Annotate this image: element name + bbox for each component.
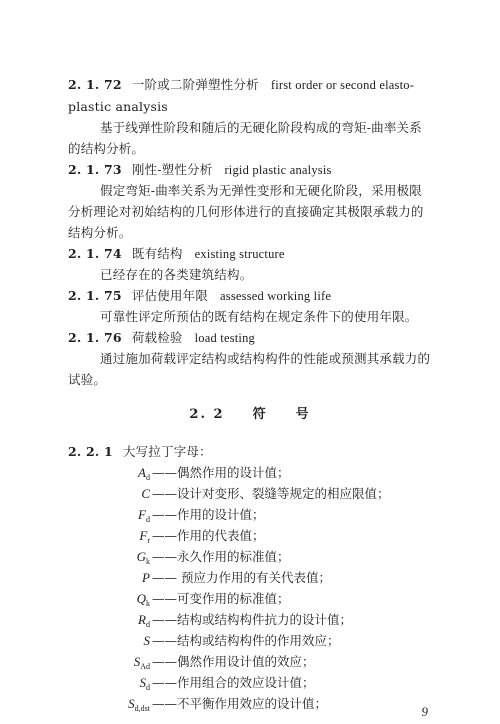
term-text-line: 假定弯矩-曲率关系为无弹性变形和无硬化阶段，采用极限 <box>100 183 422 198</box>
symbol: $R_d$ <box>138 612 150 629</box>
symbol-description: ——可变作用的标准值； <box>152 591 290 606</box>
term-heading: 2. 1. 76 荷载检验 load testing <box>68 330 256 345</box>
symbol: S <box>143 633 150 648</box>
subsection-heading: 2. 2. 1 大写拉丁字母： <box>68 444 212 459</box>
symbol-description: ——偶然作用设计值的效应； <box>152 654 315 669</box>
term-heading: 2. 1. 73 刚性-塑性分析 rigid plastic analysis <box>68 162 332 177</box>
term-text-line: 可靠性评定所预估的既有结构在规定条件下的使用年限。 <box>100 309 418 324</box>
term-text-line: plastic analysis <box>68 99 168 114</box>
symbol-description: —— 预应力作用的有关代表值； <box>152 570 331 585</box>
term-text-line: 试验。 <box>68 372 107 387</box>
symbol: $G_k$ <box>136 549 150 566</box>
symbol-description: ——设计对变形、裂缝等规定的相应限值； <box>152 486 390 501</box>
term-text-line: 已经存在的各类建筑结构。 <box>100 267 253 282</box>
symbol-description: ——偶然作用的设计值； <box>152 465 290 480</box>
symbol: $F_r$ <box>139 528 150 545</box>
term-text-line: 分析理论对初始结构的几何形体进行的直接确定其极限承载力的 <box>68 204 424 219</box>
term-text-line: 基于线弹性阶段和随后的无硬化阶段构成的弯矩-曲率关系 <box>100 120 422 135</box>
symbol-description: ——作用组合的效应设计值； <box>152 675 315 690</box>
symbol: C <box>141 486 150 501</box>
term-text-line: 的结构分析。 <box>68 141 145 156</box>
term-heading: 2. 1. 72 一阶或二阶弹塑性分析 first order or second elasto- <box>68 77 415 92</box>
symbol: $S_d$ <box>139 675 150 692</box>
symbol-description: ——不平衡作用效应的设计值； <box>152 696 328 711</box>
symbol-description: ——作用的设计值； <box>152 507 265 522</box>
symbol-description: ——作用的代表值； <box>152 528 265 543</box>
symbol: $Q_k$ <box>136 591 150 608</box>
term-heading: 2. 1. 75 评估使用年限 assessed working life <box>68 288 332 303</box>
symbol: $S_{d,dst}$ <box>128 696 150 713</box>
term-text-line: 结构分析。 <box>68 225 132 240</box>
symbol-description: ——结构或结构构件的作用效应； <box>152 633 340 648</box>
symbol: $F_d$ <box>138 507 150 524</box>
symbol: $A_d$ <box>138 465 150 482</box>
symbol: P <box>142 570 150 585</box>
term-heading: 2. 1. 74 既有结构 existing structure <box>68 246 285 261</box>
section-heading: 2. 2 符 号 <box>189 407 311 422</box>
term-text-line: 通过施加荷载评定结构或结构构件的性能或预测其承载力的 <box>100 351 431 366</box>
symbol-description: ——永久作用的标准值； <box>152 549 290 564</box>
page-number: 9 <box>421 704 428 719</box>
symbol-description: ——结构或结构构件抗力的设计值； <box>152 612 353 627</box>
symbol: $S_{Ad}$ <box>133 654 150 671</box>
